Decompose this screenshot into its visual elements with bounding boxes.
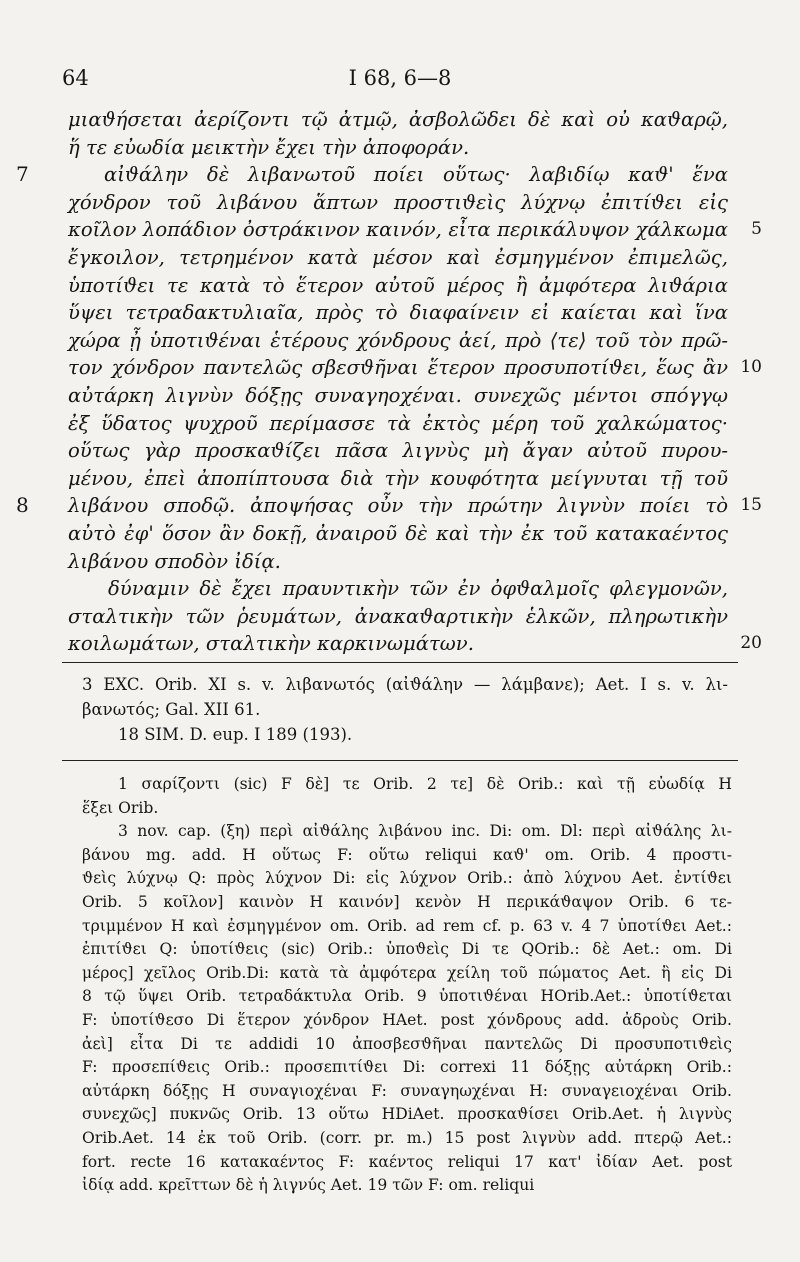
line-text: χόνδρον τοῦ λιβάνου ἅπτων προστιϑεὶς λύχνῳ ἐπιτίϑει εἰς [68,190,728,214]
line-text: χώρα ᾖ ὑποτιϑέναι ἑτέρους χόνδρους ἀεί, πρὸ ⟨τε⟩ τοῦ τὸν πρῶ- [68,328,728,352]
line-text: μιαϑήσεται ἀερίζοντι τῷ ἀτμῷ, ἀσβολῶδει δὲ καὶ οὐ καϑαρῷ, [68,108,728,131]
divider-rule [62,760,738,761]
apparatus-line: ἰδίᾳ add. κρεῖττων δὲ ἡ λιγνύς Aet. 19 τῶν F: om. reliqui [82,1176,535,1195]
text-line [68,272,728,300]
apparatus-line: βάνου mg. add. H οὕτως F: οὕτω reliqui καϑ' om. Orib. 4 προστι- [82,845,732,864]
text-line [16,161,728,189]
testimonia-block [82,672,728,747]
line-text: λιβάνου σποδὸν ἰδίᾳ. [68,549,281,573]
text-line [68,630,762,658]
chapter-number: 8 [16,493,29,518]
apparatus-line: Orib. 5 κοῖλον] καινὸν H καινόν] κενὸν H περικάϑαψον Orib. 6 τε- [82,892,732,911]
text-line [68,410,728,438]
chapter-number: 7 [16,162,29,187]
apparatus-line: Orib.Aet. 14 ἐκ τοῦ Orib. (corr. pr. m.) 15 post λιγνὺν add. πτερῷ Aet.: [82,1128,732,1147]
main-text [16,106,762,658]
text-line [68,244,728,272]
line-text: λιβάνου σποδῷ. ἀποψήσας οὖν τὴν πρώτην λιγνὺν ποίει τὸ [68,494,728,518]
line-text: αὐτάρκη λιγνὺν δόξῃς συναγηοχέναι. συνεχῶς μέντοι σπόγγῳ [68,383,728,407]
apparatus-line: ϑεὶς λύχνῳ Q: πρὸς λύχνον Di: εἰς λύχνον Orib.: ἀπὸ λύχνου Aet. ἐντίϑει [82,869,732,888]
line-text: ὑποτίϑει τε κατὰ τὸ ἕτερον αὐτοῦ μέρος ἢ ἀμφότερα λιϑάρια [68,273,728,297]
apparatus-line: αὐτάρκη δόξῃς H συναγιοχέναι F: συναγηωχέναι H: συναγειοχέναι Orib. [82,1081,732,1100]
apparatus-line: μέρος] χεῖλος Orib.Di: κατὰ τὰ ἀμφότερα χείλη τοῦ πώματος Aet. ἢ εἰς Di [82,963,732,982]
apparatus-line: ἀεὶ] εἶτα Di τε addidi 10 ἀποσβεσϑῆναι παντελῶς Di προσυποτιϑεὶς [82,1034,732,1053]
testimonia-line: 3 EXC. Orib. XI s. v. λιβανωτός (αἰϑάλην — λάμβανε); Aet. I s. v. λι- [82,675,728,694]
apparatus-line: συνεχῶς] πυκνῶς Orib. 13 οὕτω HDiAet. προσκαϑίσει Orib.Aet. ἡ λιγνὺς [82,1105,732,1124]
apparatus-line: fort. recte 16 κατακαέντος F: καέντος reliqui 17 κατ' ἰδίαν Aet. post [82,1152,732,1171]
text-line [68,548,728,576]
text-line [68,575,728,603]
line-number: 15 [740,495,762,516]
text-line [68,134,728,162]
line-text: αὐτὸ ἐφ' ὅσον ἂν δοκῇ, ἀναιροῦ δὲ καὶ τὴν ἐκ τοῦ κατακαέντος [68,521,728,545]
page-header [62,66,738,92]
text-line [68,465,728,493]
apparatus-line: 1 σαρίζοντι (sic) F δὲ] τε Orib. 2 τε] δὲ Orib.: καὶ τῇ εὐωδίᾳ H [118,775,732,793]
text-line [68,106,728,134]
text-line [68,437,728,465]
text-line [68,216,762,244]
apparatus-line: ἕξει Orib. [82,798,159,817]
line-text: αἰϑάλην δὲ λιβανωτοῦ ποίει οὕτως· λαβιδίῳ καϑ' ἕνα [104,163,728,187]
apparatus-line: F: ὑποτίϑεσο Di ἕτερον χόνδρον HAet. post χόνδρους add. ἀδροὺς Orib. [82,1010,732,1029]
text-line [68,189,728,217]
line-number: 10 [740,357,762,378]
page-number: 64 [62,66,89,90]
line-text: κοῖλον λοπάδιον ὀστράκινον καινόν, εἶτα περικάλυψον χάλκωμα [68,218,728,242]
divider-rule [62,662,738,663]
apparatus-line: ἐπιτίϑει Q: ὑποτίϑεις (sic) Orib.: ὑποϑεὶς Di τε QOrib.: δὲ Aet.: om. Di [82,940,732,959]
text-line [16,492,762,520]
text-line [68,354,762,382]
critical-apparatus [82,773,732,1198]
line-number: 20 [740,633,762,654]
line-number: 5 [751,219,762,240]
text-line [68,299,728,327]
text-line [68,327,728,355]
testimonia-line: 18 SIM. D. eup. I 189 (193). [118,725,353,744]
line-text: μένου, ἐπεὶ ἀποπίπτουσα διὰ τὴν κουφότητα μείγνυται τῇ τοῦ [68,466,728,490]
testimonia-line: βανωτός; Gal. XII 61. [82,700,261,719]
line-text: τον χόνδρον παντελῶς σβεσϑῆναι ἕτερον προσυποτίϑει, ἕως ἂν [68,356,728,380]
line-text: ἐξ ὕδατος ψυχροῦ περίμασσε τὰ ἐκτὸς μέρη τοῦ χαλκώματος· [68,411,728,435]
line-text: δύναμιν δὲ ἔχει πραυντικὴν τῶν ἐν ὀφϑαλμοῖς φλεγμονῶν, [108,577,728,601]
text-line [68,520,728,548]
apparatus-line: F: προσεπίϑεις Orib.: προσεπιτίϑει Di: correxi 11 δόξῃς αὐτάρκη Orib.: [82,1058,732,1077]
apparatus-line: τριμμένον H καὶ ἐσμηγμένον om. Orib. ad rem cf. p. 63 v. 4 7 ὑποτίϑει Aet.: [82,916,732,935]
line-text: ἔγκοιλον, τετρημένον κατὰ μέσον καὶ ἐσμηγμένον ἐπιμελῶς, [68,245,728,269]
text-line [68,382,728,410]
line-text: οὕτως γὰρ προσκαϑίζει πᾶσα λιγνὺς μὴ ἄγαν αὐτοῦ πυρου- [68,439,728,463]
line-text: ὕψει τετραδακτυλιαῖα, πρὸς τὸ διαφαίνειν εἰ καίεται καὶ ἵνα [68,301,728,325]
line-text: σταλτικὴν τῶν ῥευμάτων, ἀνακαϑαρτικὴν ἑλκῶν, πληρωτικὴν [68,604,728,628]
apparatus-line: 3 nov. cap. (ξη) περὶ αἰϑάλης λιβάνου inc. Di: om. Dl: περὶ αἰϑάλης λι- [118,822,732,841]
apparatus-line: 8 τῷ ὕψει Orib. τετραδάκτυλα Orib. 9 ὑποτιϑέναι HOrib.Aet.: ὑποτίϑεται [82,987,732,1006]
line-text: κοιλωμάτων, σταλτικὴν καρκινωμάτων. [68,632,474,656]
line-text: ἥ τε εὐωδία μεικτὴν ἔχει τὴν ἀποφοράν. [68,135,470,159]
text-line [68,603,728,631]
running-head: I 68, 6—8 [348,66,452,90]
